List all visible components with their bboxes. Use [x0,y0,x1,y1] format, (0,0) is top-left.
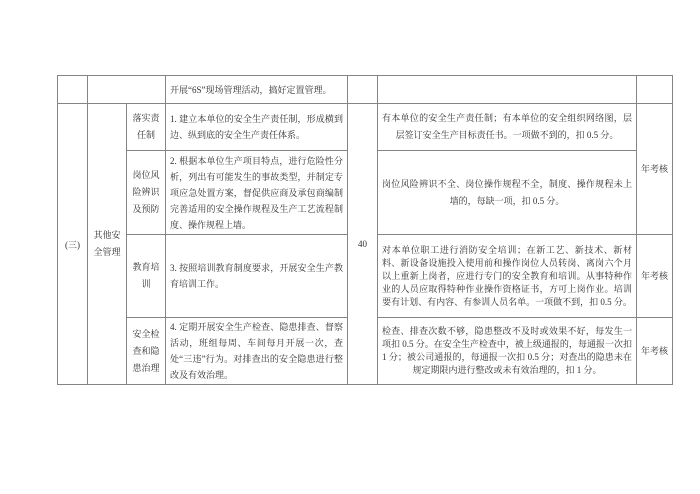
continuation-description-cell: 开展“6S”现场管理活动，搞好定置管理。 [166,76,348,104]
section-score-cell: 40 [348,104,378,385]
empty-index-cell [58,76,88,104]
assessment-cycle-cell: 年考核 [637,235,673,318]
assessment-cycle-cell: 年考核 [637,104,673,235]
scoring-criteria-cell: 有本单位的安全生产责任制；有本单位的安全组织网络图，层层签订安全生产目标责任书。一项做不到的，扣 0.5 分。 [378,104,637,151]
item-description-cell: 4. 定期开展安全生产检查、隐患排查、督察活动，班组每周、车间每月开展一次，查处“三违”行为。对排查出的安全隐患进行整改及有效治理。 [166,318,348,385]
item-name-cell: 安全检查和隐患治理 [127,318,166,385]
item-description-cell: 3. 按照培训教育制度要求，开展安全生产教育培训工作。 [166,235,348,318]
scoring-criteria-cell: 岗位风险辨识不全、岗位操作规程不全，制度、操作规程未上墙的，每缺一项，扣 0.5 分。 [378,151,637,235]
section-index-label: (三) [58,104,88,385]
item-name-cell: 教育培训 [127,235,166,318]
assessment-cycle-cell: 年考核 [637,318,673,385]
item-name-cell: 岗位风险辨识及预防 [127,151,166,235]
item-name-cell: 落实责任制 [127,104,166,151]
item-description-cell: 2. 根据本单位生产项目特点，进行危险性分析，列出有可能发生的事故类型，并制定专项应急处置方案，督促供应商及承包商编制完善适用的安全操作规程及生产工艺流程制度、操作规程上墙。 [166,151,348,235]
item-description-cell: 1. 建立本单位的安全生产责任制，形成横到边、纵到底的安全生产责任体系。 [166,104,348,151]
scoring-criteria-cell: 检查、排查次数不够，隐患整改不及时或效果不好，每发生一项扣 0.5 分。在安全生产检查中，被上级通报的，每通报一次扣 1 分；被公司通报的，每通报一次扣 0.5 分；对查出的隐患未在规定期限内进行整改或未有效治理的，扣 1 分。 [378,318,637,385]
empty-cycle-cell [637,76,673,104]
scoring-criteria-cell: 对本单位职工进行消防安全培训；在新工艺、新技术、新材料、新设备设施投入使用前和操作岗位人员转岗、离岗六个月以上重新上岗者，应进行专门的安全教育和培训。从事特种作业的人员应取得特种作业操作资格证书，方可上岗作业。培训要有计划、有内容、有参训人员名单。一项做不到，扣 0.5 分。 [378,235,637,318]
table-row-duty-system [58,104,673,151]
empty-criteria-cell [378,76,637,104]
empty-category-cell [88,76,166,104]
section-category-label: 其他安全管理 [88,104,127,385]
safety-assessment-table [57,75,673,385]
empty-score-cell [348,76,378,104]
continuation-row [58,76,673,104]
